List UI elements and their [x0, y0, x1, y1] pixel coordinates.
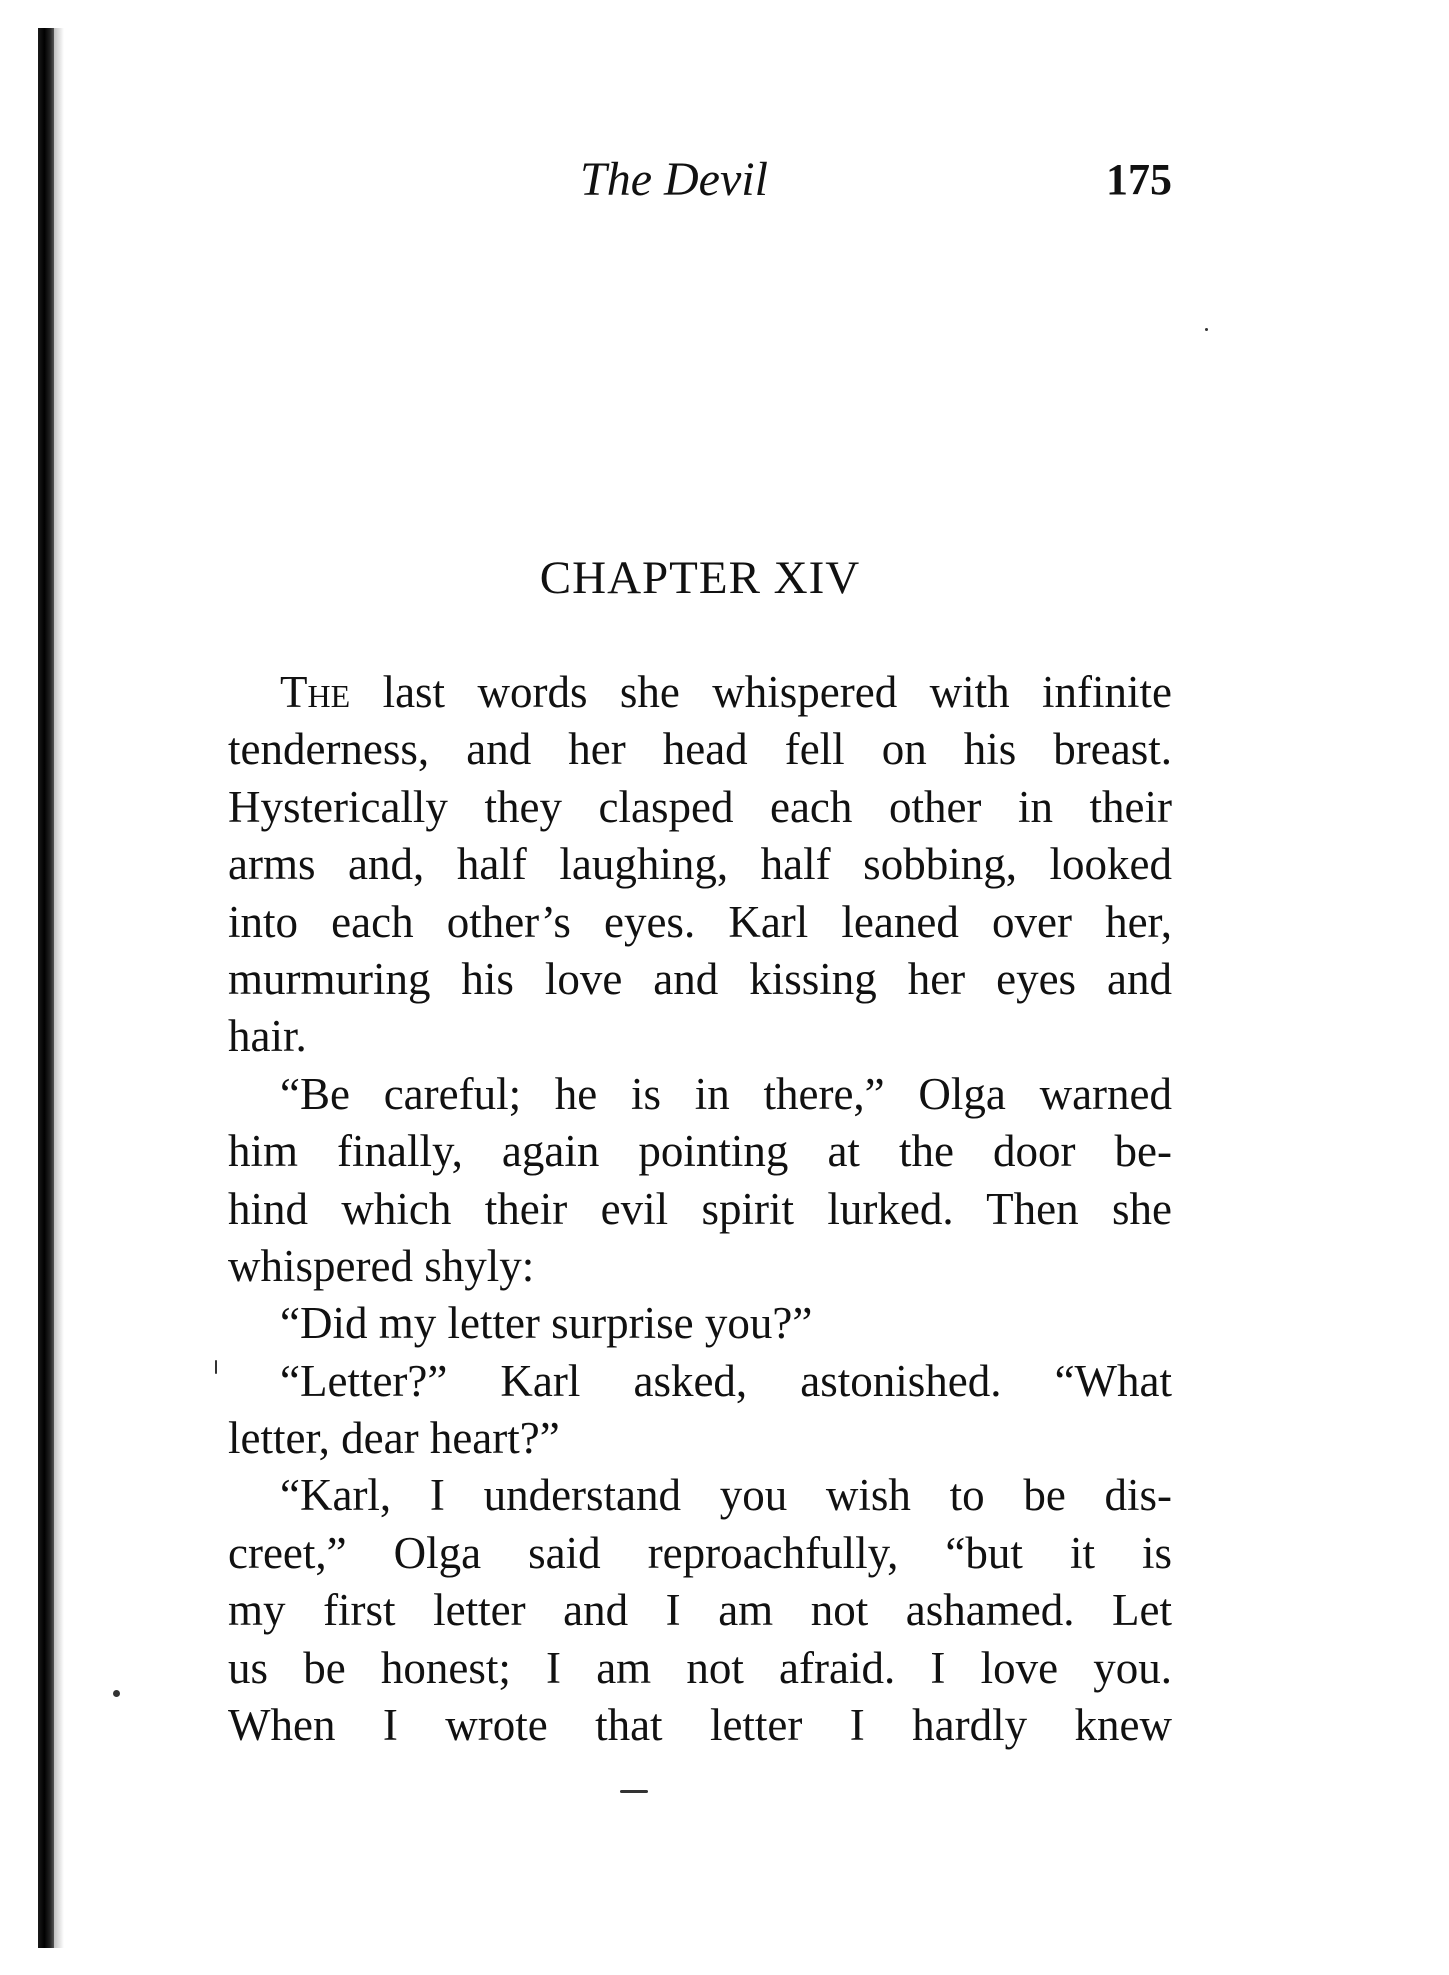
text-line: “Did my letter surprise you?”: [280, 1298, 813, 1349]
text-line: “Be careful; he is in there,” Olga warned: [280, 1068, 1172, 1119]
text-line: “Karl, I understand you wish to be dis-: [280, 1470, 1172, 1521]
text-line: Hysterically they clasped each other in their: [228, 781, 1172, 832]
running-head: The Devil: [580, 153, 768, 206]
text-line: my first letter and I am not ashamed. Let: [228, 1585, 1172, 1636]
text-line: letter, dear heart?”: [228, 1413, 560, 1464]
scan-speck: [113, 1690, 120, 1697]
text-line: into each other’s eyes. Karl leaned over her,: [228, 896, 1172, 947]
text-line: “Letter?” Karl asked, astonished. “What: [280, 1355, 1172, 1406]
text-line: hind which their evil spirit lurked. Then she: [228, 1183, 1172, 1234]
text-line: us be honest; I am not afraid. I love you.: [228, 1642, 1172, 1693]
text-line: murmuring his love and kissing her eyes and: [228, 953, 1172, 1004]
text-line: When I wrote that letter I hardly knew: [228, 1700, 1172, 1751]
scan-speck: [620, 1790, 648, 1793]
page-binding-shadow: [54, 28, 64, 1948]
text-line: tenderness, and her head fell on his breast.: [228, 724, 1172, 775]
text-line: hair.: [228, 1011, 307, 1062]
drop-word: The: [280, 667, 351, 717]
text-line: arms and, half laughing, half sobbing, looked: [228, 839, 1172, 890]
scan-speck: [1205, 328, 1208, 331]
text-line: him finally, again pointing at the door be-: [228, 1126, 1172, 1177]
text-line: [228, 664, 1172, 721]
text-line-rest: last words she whispered with infinite: [350, 667, 1172, 717]
page-binding-edge: [38, 28, 54, 1948]
page-number: 175: [1106, 155, 1172, 204]
text-line: creet,” Olga said reproachfully, “but it is: [228, 1527, 1172, 1578]
scan-speck: [215, 1360, 217, 1374]
text-line: whispered shyly:: [228, 1240, 535, 1291]
chapter-title: CHAPTER XIV: [539, 552, 861, 604]
body-text: [228, 664, 1172, 1754]
